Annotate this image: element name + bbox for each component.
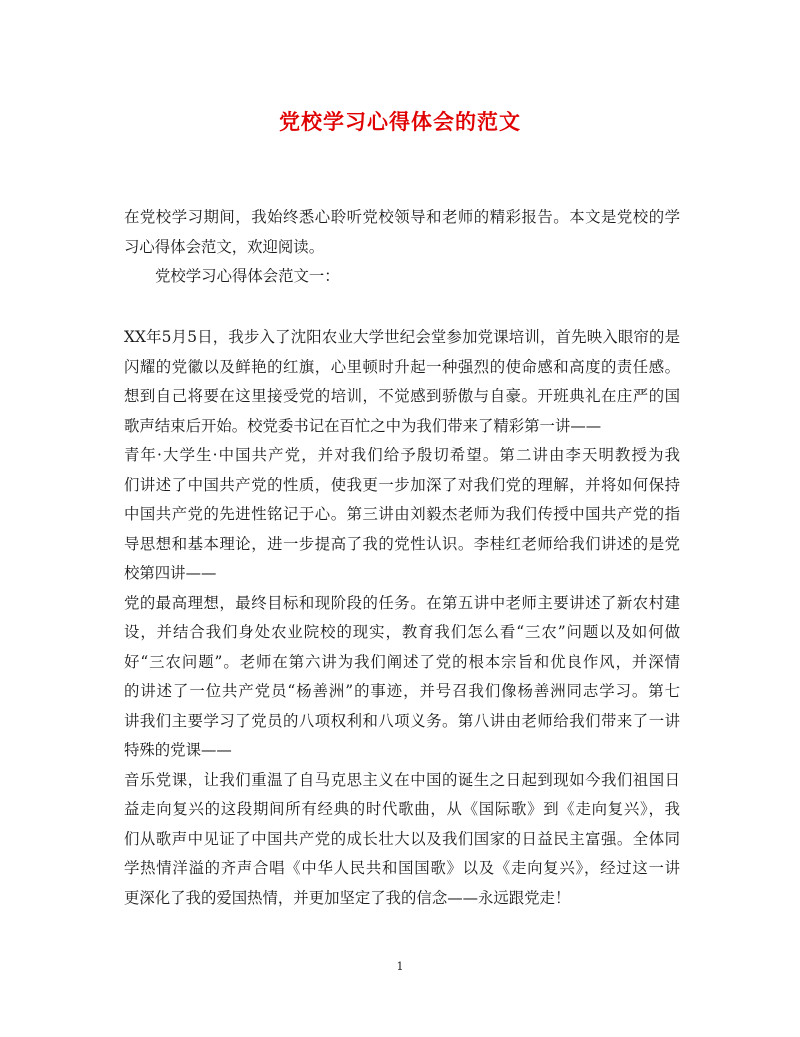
- text-line: 习心得体会范文，欢迎阅读。: [124, 237, 325, 256]
- main-paragraph: [124, 323, 680, 913]
- text-line: 特殊的党课——: [124, 741, 232, 759]
- text-line: 设，并结合我们身处农业院校的现实，教育我们怎么看“三农”问题以及如何做: [124, 623, 680, 641]
- text-line: 益走向复兴的这段期间所有经典的时代歌曲，从《国际歌》到《走向复兴》，我: [124, 800, 680, 818]
- intro-paragraph: [124, 203, 680, 292]
- text-line: 在党校学习期间，我始终悉心聆听党校领导和老师的精彩报告。本文是党校的学: [124, 208, 680, 226]
- document-title: 党校学习心得体会的范文: [279, 109, 521, 134]
- text-line: 的讲述了一位共产党员“杨善洲”的事迹，并号召我们像杨善洲同志学习。第七: [124, 682, 680, 700]
- text-line: 青年·大学生·中国共产党，并对我们给予殷切希望。第二讲由李天明教授为我: [124, 446, 680, 464]
- text-line: 导思想和基本理论，进一步提高了我的党性认识。李桂红老师给我们讲述的是党: [124, 534, 680, 553]
- text-line: 们从歌声中见证了中国共产党的成长壮大以及我们国家的日益民主富强。全体同: [124, 829, 680, 848]
- text-line: XX年5月5日，我步入了沈阳农业大学世纪会堂参加党课培训，首先映入眼帘的是: [124, 328, 680, 346]
- text-line: 学热情洋溢的齐声合唱《中华人民共和国国歌》以及《走向复兴》，经过这一讲: [124, 859, 680, 877]
- text-line: 好“三农问题”。老师在第六讲为我们阐述了党的根本宗旨和优良作风，并深情: [124, 652, 680, 671]
- text-line: 歌声结束后开始。校党委书记在百忙之中为我们带来了精彩第一讲——: [124, 416, 602, 435]
- text-line: 讲我们主要学习了党员的八项权利和八项义务。第八讲由老师给我们带来了一讲: [124, 711, 680, 730]
- text-line: 党的最高理想，最终目标和现阶段的任务。在第五讲中老师主要讲述了新农村建: [124, 593, 680, 612]
- text-line: 中国共产党的先进性铭记于心。第三讲由刘毅杰老师为我们传授中国共产党的指: [124, 505, 680, 523]
- text-line: 们讲述了中国共产党的性质，使我更一步加深了对我们党的理解，并将如何保持: [124, 475, 680, 494]
- text-line: 想到自己将要在这里接受党的培训，不觉感到骄傲与自豪。开班典礼在庄严的国: [124, 387, 680, 405]
- page-number: 1: [396, 960, 404, 973]
- text-line: 更深化了我的爱国热情，并更加坚定了我的信念——永远跟党走！: [124, 888, 571, 907]
- text-line: 音乐党课，让我们重温了自马克思主义在中国的诞生之日起到现如今我们祖国日: [124, 770, 680, 789]
- subheading: 党校学习心得体会范文一：: [155, 267, 340, 285]
- text-line: 校第四讲——: [124, 564, 217, 582]
- text-line: 闪耀的党徽以及鲜艳的红旗，心里顿时升起一种强烈的使命感和高度的责任感。: [124, 357, 680, 376]
